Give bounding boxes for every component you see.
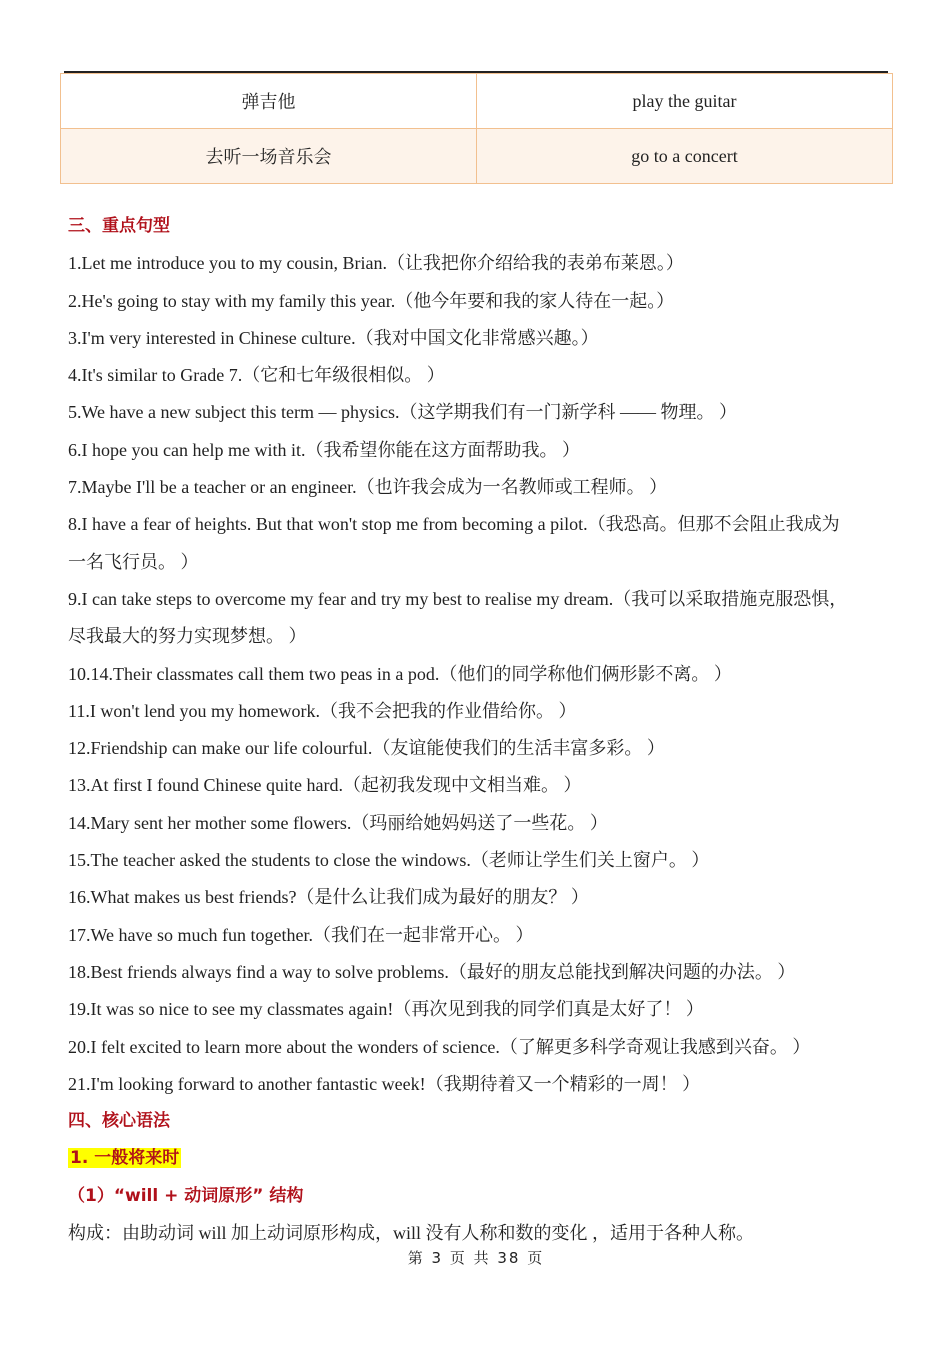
sentence-line: 13.At first I found Chinese quite hard.（起初我发现中文相当难。 ） xyxy=(68,775,582,796)
sentence-line: 11.I won't lend you my homework.（我不会把我的作业借给你。 ） xyxy=(68,700,577,721)
cell-en: play the guitar xyxy=(477,74,893,129)
sentence-line: 一名飞行员。 ） xyxy=(68,551,199,572)
sentence-line: 尽我最大的努力实现梦想。 ） xyxy=(68,626,307,647)
page-number: 第 3 页 共 38 页 xyxy=(407,1249,545,1267)
vocab-table xyxy=(60,73,893,184)
subheading-will-structure: （1）“will + 动词原形” 结构 xyxy=(68,1185,304,1206)
section-heading-key-sentences: 三、重点句型 xyxy=(68,216,170,236)
sentence-line: 14.Mary sent her mother some flowers.（玛丽给她妈妈送了一些花。 ） xyxy=(68,812,608,833)
sentence-line: 7.Maybe I'll be a teacher or an engineer.（也许我会成为一名教师或工程师。 ） xyxy=(68,477,668,498)
table-row xyxy=(61,74,893,129)
sentence-line: 12.Friendship can make our life colourful.（友谊能使我们的生活丰富多彩。 ） xyxy=(68,738,665,759)
cell-zh: 弹吉他 xyxy=(61,74,477,129)
sentence-line: 16.What makes us best friends?（是什么让我们成为最好的朋友？ ） xyxy=(68,887,589,908)
sentence-line: 20.I felt excited to learn more about the wonders of science.（了解更多科学奇观让我感到兴奋。 ） xyxy=(68,1036,811,1057)
sentence-line: 3.I'm very interested in Chinese culture.（我对中国文化非常感兴趣。） xyxy=(68,327,599,348)
section-heading-grammar: 四、核心语法 xyxy=(68,1111,170,1132)
cell-en: go to a concert xyxy=(477,129,893,184)
subheading-future-tense: 1. 一般将来时 xyxy=(70,1148,180,1169)
sentence-line: 15.The teacher asked the students to close the windows.（老师让学生们关上窗户。 ） xyxy=(68,850,710,871)
document-body xyxy=(68,208,898,1252)
table-row xyxy=(61,129,893,184)
sentence-line: 10.14.Their classmates call them two peas in a pod.（他们的同学称他们俩形影不离。 ） xyxy=(68,663,732,684)
grammar-explanation: 构成：由助动词 will 加上动词原形构成，will 没有人称和数的变化 ，适用于各种人称。 xyxy=(68,1223,755,1244)
sentence-line: 9.I can take steps to overcome my fear and try my best to realise my dream.（我可以采取措施克服恐惧， xyxy=(68,588,848,609)
sentence-line: 5.We have a new subject this term — physics.（这学期我们有一门新学科 —— 物理。 ） xyxy=(68,402,737,423)
sentence-line: 19.It was so nice to see my classmates again!（再次见到我的同学们真是太好了！ ） xyxy=(68,999,704,1020)
sentence-list xyxy=(68,245,898,1103)
sentence-line: 4.It's similar to Grade 7.（它和七年级很相似。 ） xyxy=(68,365,445,386)
cell-zh: 去听一场音乐会 xyxy=(61,129,477,184)
sentence-line: 1.Let me introduce you to my cousin, Brian.（让我把你介绍给我的表弟布莱恩。） xyxy=(68,253,684,274)
sentence-line: 2.He's going to stay with my family this year.（他今年要和我的家人待在一起。） xyxy=(68,290,675,311)
sentence-line: 6.I hope you can help me with it.（我希望你能在这方面帮助我。 ） xyxy=(68,439,580,460)
sentence-line: 17.We have so much fun together.（我们在一起非常开心。 ） xyxy=(68,924,534,945)
sentence-line: 18.Best friends always find a way to solve problems.（最好的朋友总能找到解决问题的办法。 ） xyxy=(68,961,796,982)
sentence-line: 8.I have a fear of heights. But that won't stop me from becoming a pilot.（我恐高。但那不会阻止我成为 xyxy=(68,514,840,535)
sentence-line: 21.I'm looking forward to another fantastic week!（我期待着又一个精彩的一周！ ） xyxy=(68,1073,701,1094)
